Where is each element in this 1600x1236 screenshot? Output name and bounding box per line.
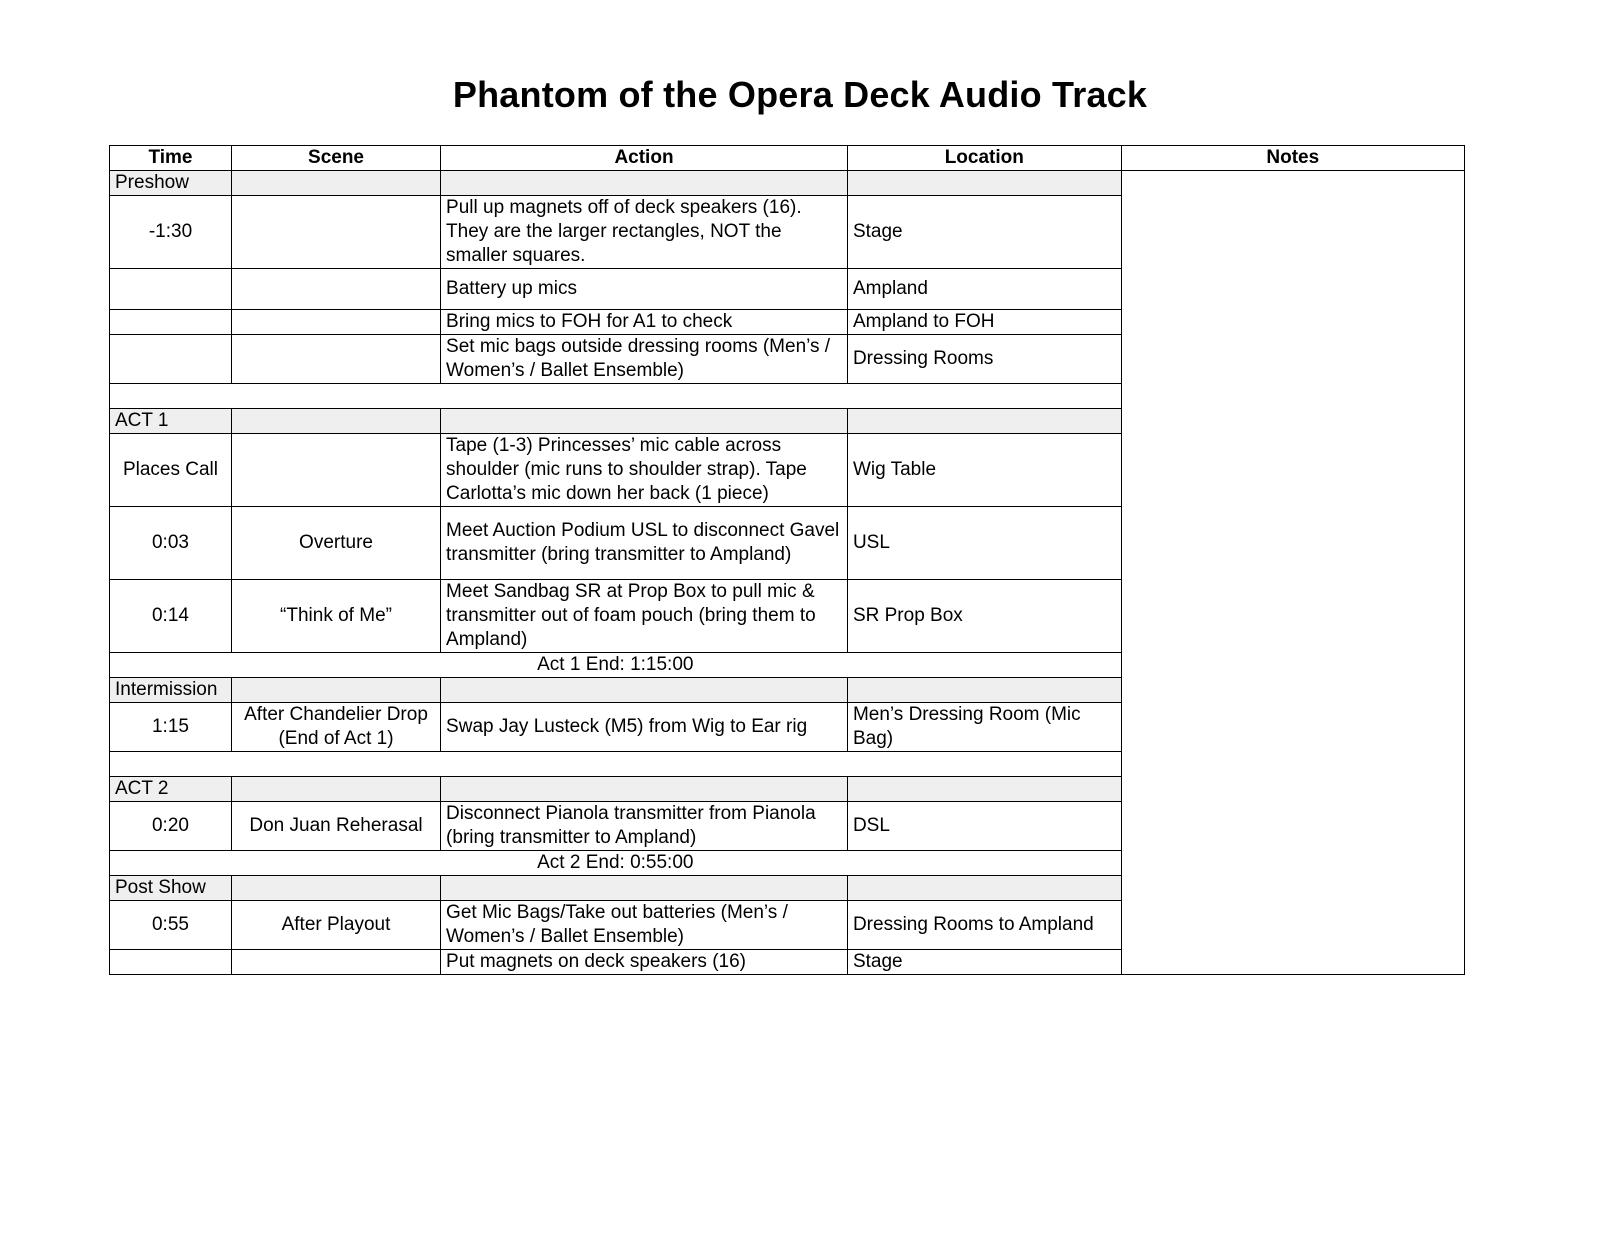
location-cell: Stage <box>847 196 1121 269</box>
act2-end-label: Act 2 End: 0:55:00 <box>110 851 1122 876</box>
header-time: Time <box>110 146 232 171</box>
location-cell: SR Prop Box <box>847 580 1121 653</box>
section-row-preshow <box>110 171 1465 196</box>
scene-cell <box>231 196 440 269</box>
action-cell: Swap Jay Lusteck (M5) from Wig to Ear rig <box>441 703 848 752</box>
time-cell: Places Call <box>110 434 232 507</box>
section-label: Preshow <box>110 171 232 196</box>
time-cell: 0:20 <box>110 802 232 851</box>
action-cell: Bring mics to FOH for A1 to check <box>441 310 848 335</box>
action-cell: Meet Sandbag SR at Prop Box to pull mic & transmitter out of foam pouch (bring them to Ampland) <box>441 580 848 653</box>
scene-cell <box>231 434 440 507</box>
location-cell: Stage <box>847 950 1121 975</box>
location-cell: Wig Table <box>847 434 1121 507</box>
action-cell: Put magnets on deck speakers (16) <box>441 950 848 975</box>
scene-cell: “Think of Me” <box>231 580 440 653</box>
action-cell: Disconnect Pianola transmitter from Pianola (bring transmitter to Ampland) <box>441 802 848 851</box>
time-cell <box>110 269 232 310</box>
location-cell: DSL <box>847 802 1121 851</box>
action-cell: Meet Auction Podium USL to disconnect Gavel transmitter (bring transmitter to Ampland) <box>441 507 848 580</box>
time-cell <box>110 335 232 384</box>
time-cell: 0:14 <box>110 580 232 653</box>
audio-track-table <box>109 145 1465 975</box>
section-label: Intermission <box>110 678 232 703</box>
scene-cell <box>231 335 440 384</box>
action-cell: Get Mic Bags/Take out batteries (Men’s / Women’s / Ballet Ensemble) <box>441 901 848 950</box>
header-action: Action <box>441 146 848 171</box>
action-cell: Tape (1-3) Princesses’ mic cable across shoulder (mic runs to shoulder strap). Tape Carlotta’s mic down her back (1 piece) <box>441 434 848 507</box>
location-cell: Ampland to FOH <box>847 310 1121 335</box>
scene-cell: After Chandelier Drop (End of Act 1) <box>231 703 440 752</box>
header-notes: Notes <box>1121 146 1464 171</box>
location-cell: Men’s Dressing Room (Mic Bag) <box>847 703 1121 752</box>
time-cell <box>110 950 232 975</box>
time-cell: -1:30 <box>110 196 232 269</box>
action-cell: Battery up mics <box>441 269 848 310</box>
page-title: Phantom of the Opera Deck Audio Track <box>452 74 1148 115</box>
scene-cell: Overture <box>231 507 440 580</box>
scene-cell <box>231 950 440 975</box>
scene-cell: Don Juan Reherasal <box>231 802 440 851</box>
action-cell: Set mic bags outside dressing rooms (Men’s / Women’s / Ballet Ensemble) <box>441 335 848 384</box>
time-cell <box>110 310 232 335</box>
section-label: ACT 1 <box>110 409 232 434</box>
location-cell: USL <box>847 507 1121 580</box>
scene-cell: After Playout <box>231 901 440 950</box>
header-scene: Scene <box>231 146 440 171</box>
location-cell: Ampland <box>847 269 1121 310</box>
act1-end-label: Act 1 End: 1:15:00 <box>110 653 1122 678</box>
action-cell: Pull up magnets off of deck speakers (16). They are the larger rectangles, NOT the smaller squares. <box>441 196 848 269</box>
section-label: Post Show <box>110 876 232 901</box>
location-cell: Dressing Rooms to Ampland <box>847 901 1121 950</box>
section-label: ACT 2 <box>110 777 232 802</box>
header-location: Location <box>847 146 1121 171</box>
scene-cell <box>231 310 440 335</box>
time-cell: 0:03 <box>110 507 232 580</box>
time-cell: 1:15 <box>110 703 232 752</box>
scene-cell <box>231 269 440 310</box>
time-cell: 0:55 <box>110 901 232 950</box>
notes-cell <box>1121 171 1464 975</box>
header-row <box>110 146 1465 171</box>
location-cell: Dressing Rooms <box>847 335 1121 384</box>
